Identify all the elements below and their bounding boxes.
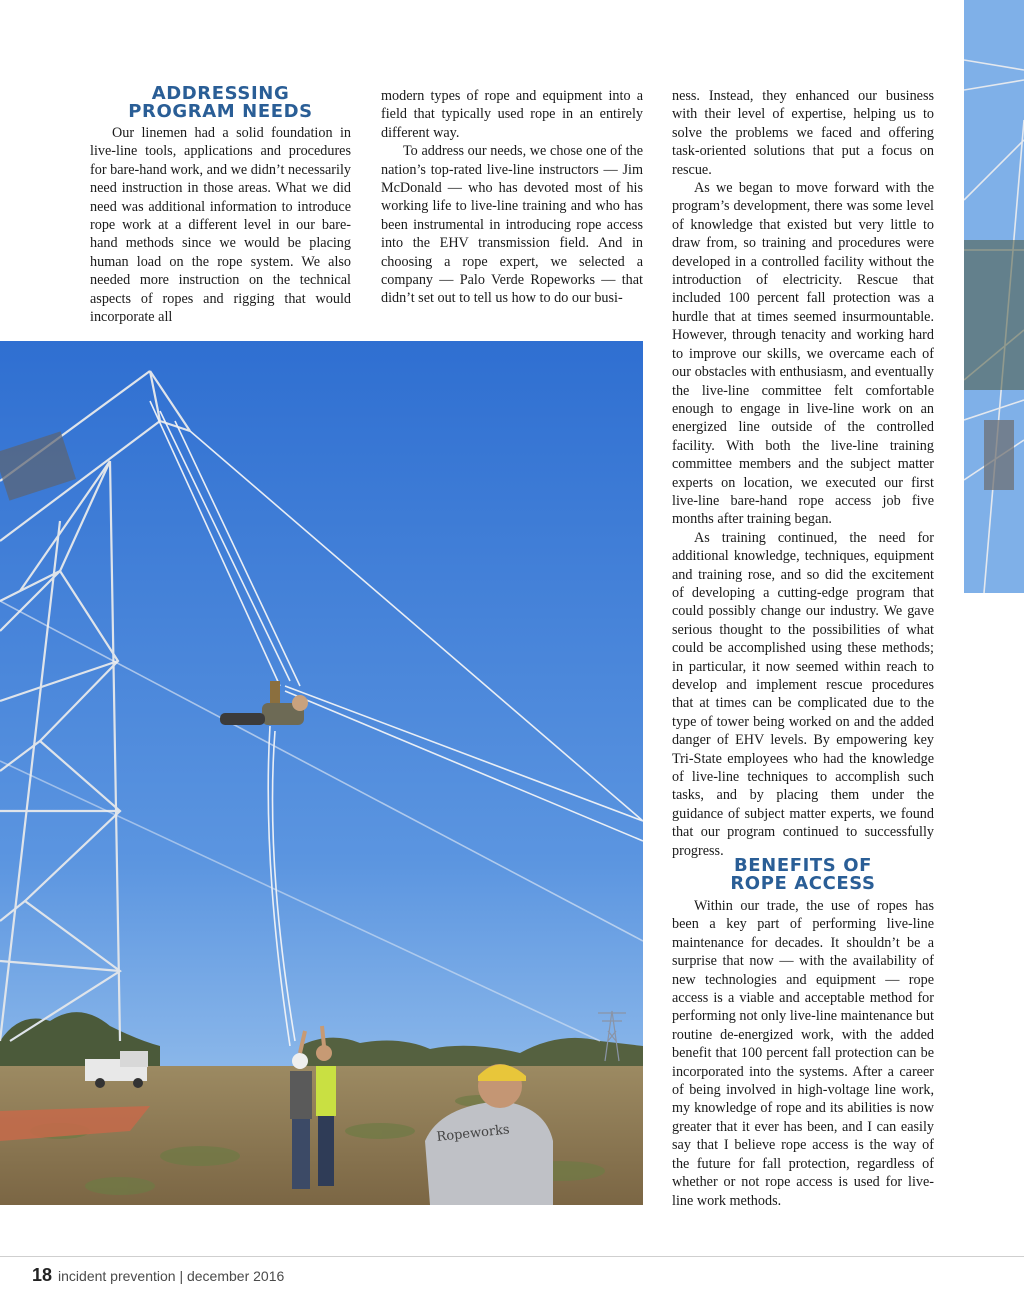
paragraph: Within our trade, the use of ropes has been a key part of performing live-line maintenance for decades. It shouldn’t be a surprise that now — with the availability of new technologies and equipment — rope access is a viable and acceptable method for performing not only live-line maintenance but routine de-energized work, with the added benefit that 100 percent fall protection can be incorporated into the systems. After a career of being involved in high-voltage line work, my knowledge of rope and its abilities is now greater that it ever has been, and I can easily say that I believe rope access is the way of the future for fall protection, regardless of whether or not rope access is used for live-line work methods. — [672, 898, 934, 1209]
publication-line: incident prevention | december 2016 — [58, 1268, 285, 1284]
section-heading-addressing-program-needs — [90, 85, 351, 121]
heading-line: ADDRESSING — [151, 83, 290, 104]
shirt-logo-text: Ropeworks — [435, 1122, 511, 1145]
paragraph: To address our needs, we chose one of the nation’s top-rated live-line instructors — Jim McDonald — who has devoted most of his working life to live-line training and who has been instrumental in introducing rope access into the EHV transmission field. And in choosing a rope expert, we selected a company — Palo Verde Ropeworks — that didn’t set out to tell us how to do our busi- — [381, 143, 643, 307]
heading-line: PROGRAM NEEDS — [128, 101, 313, 122]
article-column-3-lower — [672, 897, 934, 1210]
footer-rule — [0, 1256, 1024, 1257]
article-column-3 — [672, 87, 934, 860]
paragraph: ness. Instead, they enhanced our business with their level of expertise, helping us to solve the problems we faced and offering task-oriented solutions that put a focus on rescue. — [672, 88, 934, 178]
paragraph: modern types of rope and equipment into a field that typically used rope in an entirely different way. — [381, 88, 643, 141]
article-column-2 — [381, 87, 643, 308]
page-footer — [32, 1265, 284, 1286]
photo-lineman-on-rope — [0, 341, 643, 1205]
page-number: 18 — [32, 1265, 53, 1285]
heading-line: BENEFITS OF — [733, 855, 873, 876]
article-column-1 — [90, 124, 351, 326]
paragraph: As training continued, the need for additional knowledge, techniques, equipment and training rose, and so did the excitement of developing a cutting-edge program that could possibly change our industry. We gave serious thought to the possibilities of what could be accomplished using these methods; in particular, it now seemed within reach to develop and implement rescue procedures that at times can be complicated due to the type of tower being worked on and the added danger of EHV levels. By empowering key Tri-State employees who had the knowledge of live-line techniques to accomplish such tasks, and by placing them under the guidance of subject matter experts, we found that our program continued to successfully progress. — [672, 529, 934, 859]
section-heading-benefits-of-rope-access — [672, 857, 934, 893]
paragraph: Our linemen had a solid foundation in live-line tools, applications and procedures for bare-hand work, and we didn’t necessarily need instruction in those areas. What we did need was additional information to introduce rope work at a different level in our bare-hand methods since we would be placing human load on the rope system. We also needed more instruction on the technical aspects of ropes and rigging that would incorporate all — [90, 125, 351, 326]
side-photo-tower-strip — [964, 0, 1024, 593]
paragraph: As we began to move forward with the program’s development, there was some level of knowledge that existed but very little to draw from, so training and procedures were developed in a controlled facility without the introduction of electricity. Rescue that included 100 percent fall protection was a hurdle that at times seemed insurmountable. However, through tenacity and working hard to improve our skills, we overcame each of our obstacles with enthusiasm, and eventually the live-line committee felt comfortable enough to engage in live-line work on an energized line outside of the controlled facility. With both the live-line training committee members and the subject matter experts on location, we executed our first live-line bare-hand rope access job five months after training began. — [672, 180, 934, 528]
heading-line: ROPE ACCESS — [730, 873, 876, 894]
